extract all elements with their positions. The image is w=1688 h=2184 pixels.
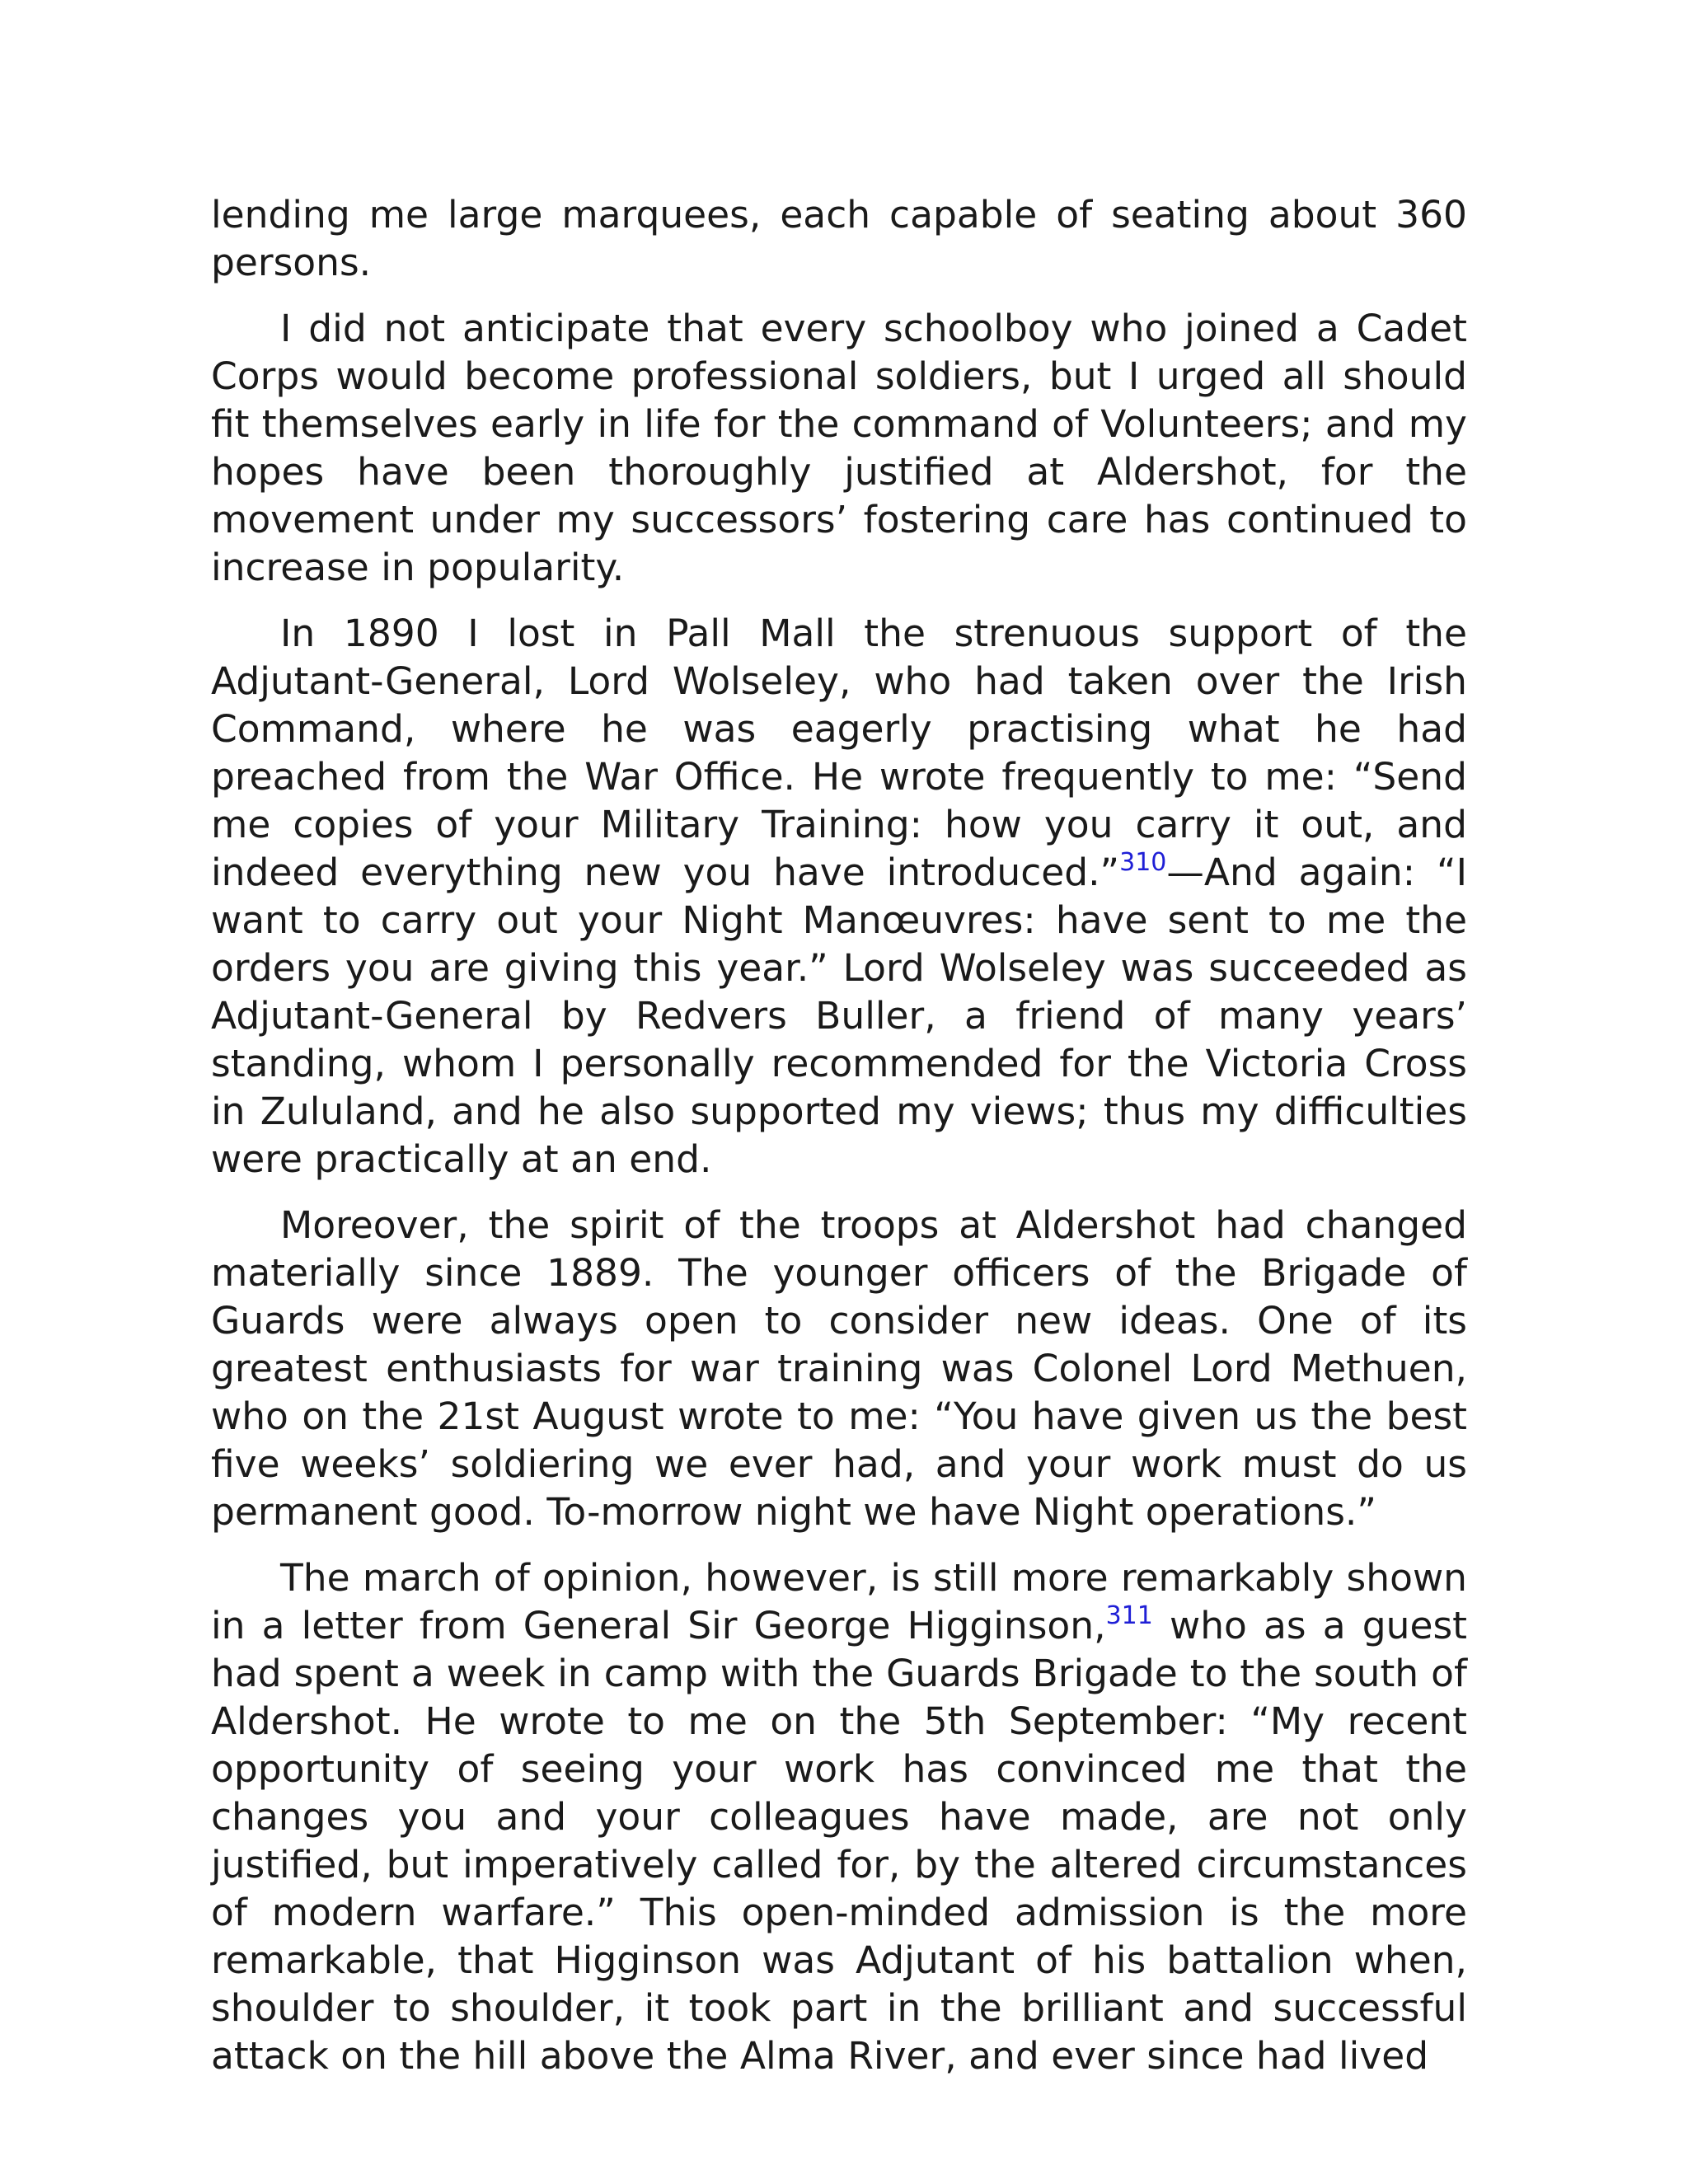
paragraph-1 [211,191,1467,287]
paragraph-text: who as a guest had spent a week in camp with the Guards Brigade to the south of Aldershot. He wrote to me on the 5th September: “My recent opportunity of seeing your work has convinced me that the changes you and your colleagues have made, are not only justified, but imperatively called for, by the altered circumstances of modern warfare.” This open-minded admission is the more remarkable, that Higginson was Adjutant of his battalion when, shoulder to shoulder, it took part in the brilliant and successful attack on the hill above the Alma River, and ever since had lived [211,1604,1468,2078]
paragraph-text: In 1890 I lost in Pall Mall the strenuous support of the Adjutant-General, Lord Wolseley, who had taken over the Irish Command, where he was eagerly practising what he had preached from the War Office. He wrote frequently to me: “Send me copies of your Military Training: how you carry it out, and indeed everything new you have introduced.” [211,612,1467,894]
paragraph-3 [211,610,1467,1183]
paragraph-text: Moreover, the spirit of the troops at Aldershot had changed materially since 1889. The younger officers of the Brigade of Guards were always open to consider new ideas. One of its greatest enthusiasts for war training was Colonel Lord Methuen, who on the 21st August wrote to me: “You have given us the best five weeks’ soldiering we ever had, and your work must do us permanent good. To-morrow night we have Night operations.” [211,1203,1467,1534]
paragraph-text: The march of opinion, however, is still more remarkably shown in a letter from General Sir George Higginson, [211,1556,1467,1647]
paragraph-text: lending me large marquees, each capable of seating about 360 persons. [211,193,1467,284]
paragraph-5 [211,1554,1467,2080]
footnote-link-310[interactable]: 310 [1119,848,1167,877]
paragraph-4 [211,1202,1467,1536]
paragraph-text: I did not anticipate that every schoolboy who joined a Cadet Corps would become professional soldiers, but I urged all should fit themselves early in life for the command of Volunteers; and my hopes have been thoroughly justified at Aldershot, for the movement under my successors’ fostering care has continued to increase in popularity. [211,307,1467,589]
page-body [211,191,1467,2098]
paragraph-text: —And again: “I want to carry out your Night Manœuvres: have sent to me the orders you are giving this year.” Lord Wolseley was succeeded as Adjutant-General by Redvers Buller, a friend of many years’ standing, whom I personally recommended for the Victoria Cross in Zululand, and he also supported my views; thus my difficulties were practically at an end. [211,851,1467,1181]
paragraph-2 [211,305,1467,592]
footnote-link-311[interactable]: 311 [1105,1601,1153,1630]
